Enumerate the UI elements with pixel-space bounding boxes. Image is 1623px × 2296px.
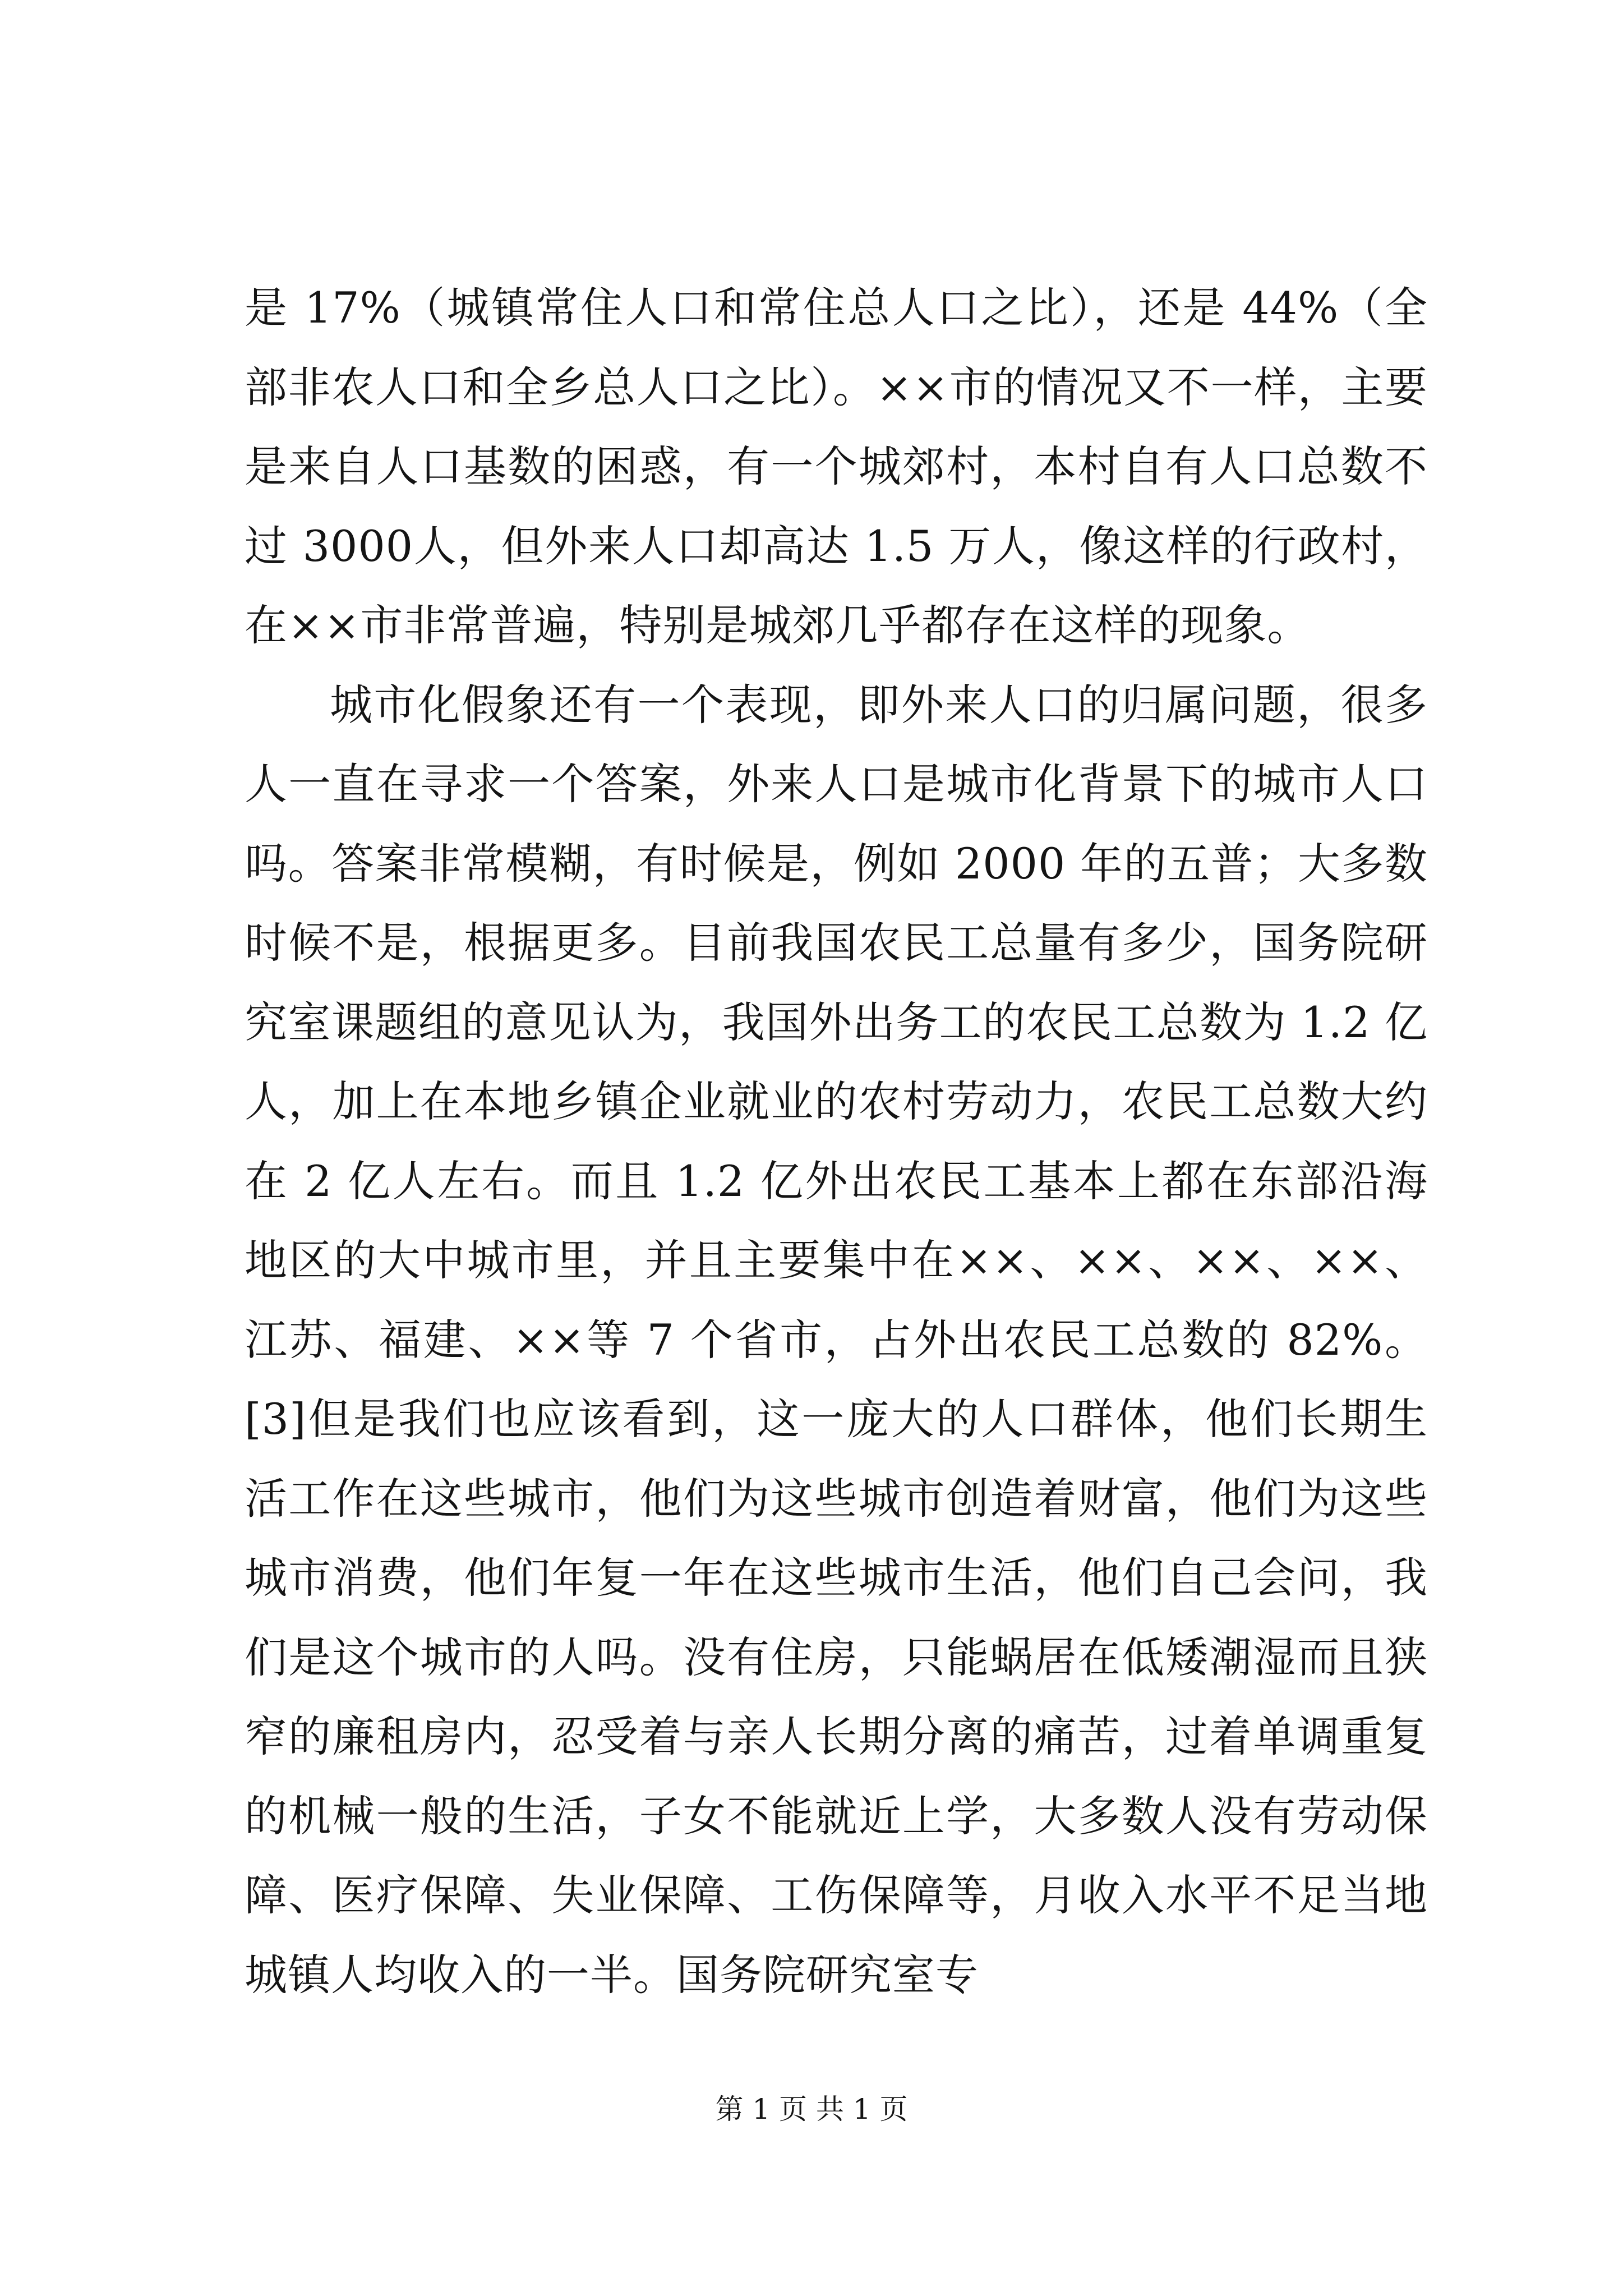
page-footer: 第 1 页 共 1 页 — [715, 2093, 908, 2125]
paragraph-2: 城市化假象还有一个表现，即外来人口的归属问题，很多人一直在寻求一个答案，外来人口是城市化背景下的城市人口吗。答案非常模糊，有时候是，例如 2000 年的五普；大多数时候不是，根据更多。目前我国农民工总量有多少，国务院研究室课题组的意见认为，我国外出务工的农民工总数为 1.2 亿人，加上在本地乡镇企业就业的农村劳动力，农民工总数大约在 2 亿人左右。而且 1.2 亿外出农民工基本上都在东部沿海地区的大中城市里，并且主要集中在××、××、××、××、江苏、福建、××等 7 个省市，占外出农民工总数的 82%。[3]但是我们也应该看到，这一庞大的人口群体，他们长期生活工作在这些城市，他们为这些城市创造着财富，他们为这些城市消费，他们年复一年在这些城市生活，他们自己会问，我们是这个城市的人吗。没有住房，只能蜗居在低矮潮湿而且狭窄的廉租房内，忍受着与亲人长期分离的痛苦，过着单调重复的机械一般的生活，子女不能就近上学，大多数人没有劳动保障、医疗保障、失业保障、工伤保障等，月收入水平不足当地城镇人均收入的一半。国务院研究室专 — [245, 679, 1428, 2000]
document-body — [245, 268, 1428, 2014]
paragraph-1: 是 17%（城镇常住人口和常住总人口之比），还是 44%（全部非农人口和全乡总人口之比）。××市的情况又不一样，主要是来自人口基数的困惑，有一个城郊村，本村自有人口总数不过 3000人，但外来人口却高达 1.5 万人，像这样的行政村，在××市非常普遍，特别是城郊几乎都存在这样的现象。 — [245, 283, 1428, 650]
